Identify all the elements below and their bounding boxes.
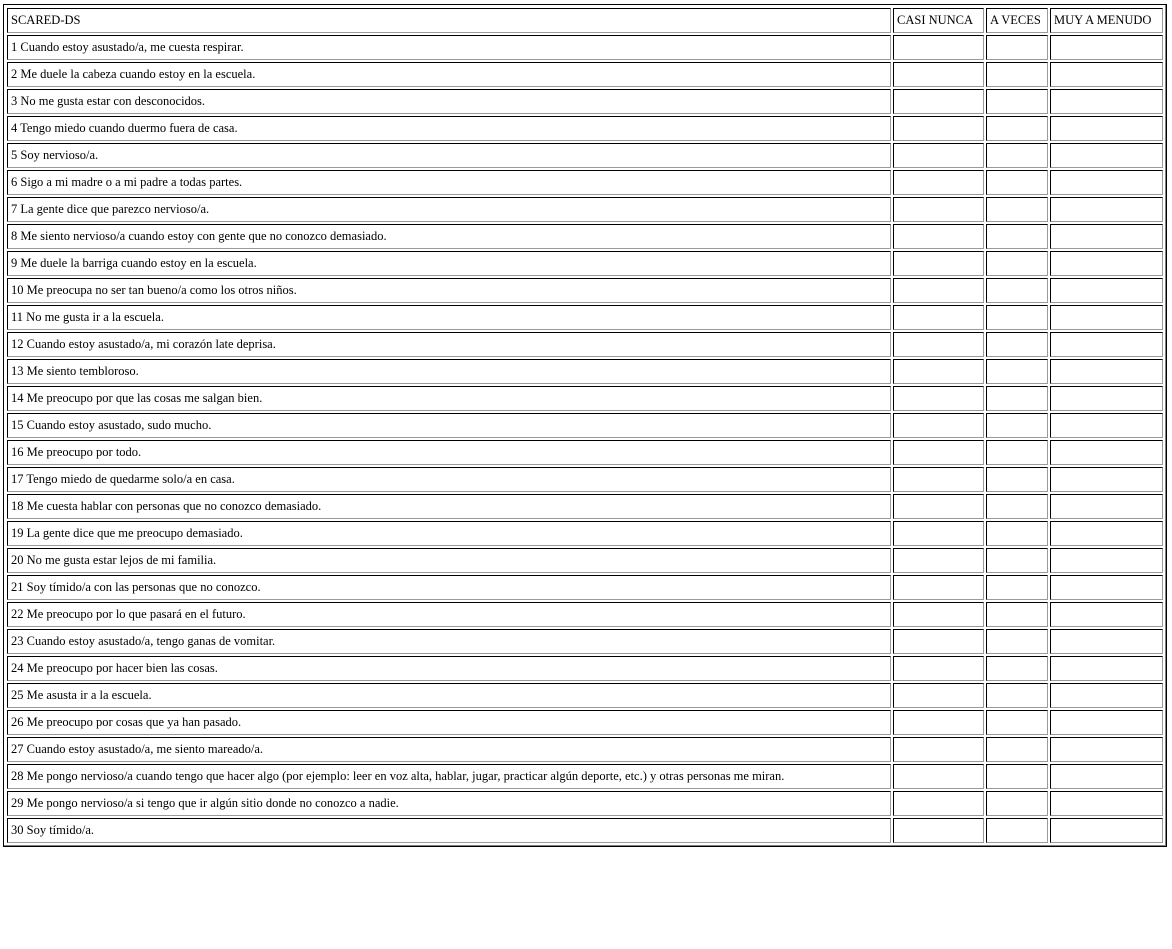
answer-cell-casi-nunca[interactable] [893, 224, 984, 249]
answer-cell-casi-nunca[interactable] [893, 62, 984, 87]
answer-cell-a-veces[interactable] [986, 251, 1048, 276]
table-row [7, 170, 1163, 195]
answer-cell-casi-nunca[interactable] [893, 386, 984, 411]
answer-cell-casi-nunca[interactable] [893, 521, 984, 546]
question-text: 22 Me preocupo por lo que pasará en el futuro. [7, 602, 891, 627]
answer-cell-casi-nunca[interactable] [893, 467, 984, 492]
question-text: 12 Cuando estoy asustado/a, mi corazón late deprisa. [7, 332, 891, 357]
answer-cell-muy-a-menudo[interactable] [1050, 818, 1163, 843]
question-text: 10 Me preocupa no ser tan bueno/a como los otros niños. [7, 278, 891, 303]
answer-cell-a-veces[interactable] [986, 467, 1048, 492]
answer-cell-muy-a-menudo[interactable] [1050, 656, 1163, 681]
answer-cell-a-veces[interactable] [986, 791, 1048, 816]
answer-cell-a-veces[interactable] [986, 602, 1048, 627]
answer-cell-a-veces[interactable] [986, 548, 1048, 573]
question-text: 23 Cuando estoy asustado/a, tengo ganas de vomitar. [7, 629, 891, 654]
table-row [7, 224, 1163, 249]
answer-cell-muy-a-menudo[interactable] [1050, 440, 1163, 465]
answer-cell-a-veces[interactable] [986, 332, 1048, 357]
answer-cell-muy-a-menudo[interactable] [1050, 62, 1163, 87]
question-text: 16 Me preocupo por todo. [7, 440, 891, 465]
answer-cell-casi-nunca[interactable] [893, 818, 984, 843]
table-row [7, 251, 1163, 276]
question-text: 30 Soy tímido/a. [7, 818, 891, 843]
answer-cell-a-veces[interactable] [986, 737, 1048, 762]
answer-cell-casi-nunca[interactable] [893, 494, 984, 519]
table-row [7, 494, 1163, 519]
header-option-muy-a-menudo: MUY A MENUDO [1050, 8, 1163, 33]
question-text: 28 Me pongo nervioso/a cuando tengo que hacer algo (por ejemplo: leer en voz alta, hablar, jugar, practicar algún deporte, etc.) y otras personas me miran. [7, 764, 891, 789]
question-text: 14 Me preocupo por que las cosas me salgan bien. [7, 386, 891, 411]
scared-ds-table [5, 6, 1165, 845]
answer-cell-a-veces[interactable] [986, 764, 1048, 789]
answer-cell-casi-nunca[interactable] [893, 278, 984, 303]
question-text: 3 No me gusta estar con desconocidos. [7, 89, 891, 114]
answer-cell-a-veces[interactable] [986, 62, 1048, 87]
answer-cell-casi-nunca[interactable] [893, 413, 984, 438]
answer-cell-casi-nunca[interactable] [893, 170, 984, 195]
question-text: 26 Me preocupo por cosas que ya han pasado. [7, 710, 891, 735]
answer-cell-casi-nunca[interactable] [893, 764, 984, 789]
table-row [7, 737, 1163, 762]
answer-cell-a-veces[interactable] [986, 116, 1048, 141]
table-row [7, 467, 1163, 492]
answer-cell-a-veces[interactable] [986, 413, 1048, 438]
table-row [7, 521, 1163, 546]
answer-cell-casi-nunca[interactable] [893, 359, 984, 384]
answer-cell-casi-nunca[interactable] [893, 737, 984, 762]
answer-cell-muy-a-menudo[interactable] [1050, 764, 1163, 789]
answer-cell-muy-a-menudo[interactable] [1050, 602, 1163, 627]
answer-cell-a-veces[interactable] [986, 89, 1048, 114]
question-text: 6 Sigo a mi madre o a mi padre a todas partes. [7, 170, 891, 195]
answer-cell-muy-a-menudo[interactable] [1050, 305, 1163, 330]
table-row [7, 683, 1163, 708]
answer-cell-a-veces[interactable] [986, 197, 1048, 222]
answer-cell-a-veces[interactable] [986, 305, 1048, 330]
answer-cell-casi-nunca[interactable] [893, 602, 984, 627]
answer-cell-a-veces[interactable] [986, 386, 1048, 411]
header-row [7, 8, 1163, 33]
table-row [7, 791, 1163, 816]
question-text: 1 Cuando estoy asustado/a, me cuesta respirar. [7, 35, 891, 60]
question-text: 2 Me duele la cabeza cuando estoy en la escuela. [7, 62, 891, 87]
answer-cell-casi-nunca[interactable] [893, 791, 984, 816]
questionnaire-frame [3, 4, 1167, 847]
answer-cell-a-veces[interactable] [986, 629, 1048, 654]
question-text: 24 Me preocupo por hacer bien las cosas. [7, 656, 891, 681]
table-row [7, 602, 1163, 627]
table-row [7, 359, 1163, 384]
answer-cell-casi-nunca[interactable] [893, 710, 984, 735]
answer-cell-a-veces[interactable] [986, 35, 1048, 60]
answer-cell-muy-a-menudo[interactable] [1050, 278, 1163, 303]
answer-cell-casi-nunca[interactable] [893, 332, 984, 357]
answer-cell-muy-a-menudo[interactable] [1050, 548, 1163, 573]
question-text: 20 No me gusta estar lejos de mi familia. [7, 548, 891, 573]
answer-cell-muy-a-menudo[interactable] [1050, 359, 1163, 384]
question-text: 5 Soy nervioso/a. [7, 143, 891, 168]
answer-cell-muy-a-menudo[interactable] [1050, 224, 1163, 249]
answer-cell-casi-nunca[interactable] [893, 548, 984, 573]
table-row [7, 305, 1163, 330]
question-text: 8 Me siento nervioso/a cuando estoy con gente que no conozco demasiado. [7, 224, 891, 249]
question-text: 7 La gente dice que parezco nervioso/a. [7, 197, 891, 222]
answer-cell-a-veces[interactable] [986, 170, 1048, 195]
answer-cell-a-veces[interactable] [986, 683, 1048, 708]
answer-cell-a-veces[interactable] [986, 359, 1048, 384]
answer-cell-muy-a-menudo[interactable] [1050, 116, 1163, 141]
answer-cell-muy-a-menudo[interactable] [1050, 143, 1163, 168]
table-row [7, 629, 1163, 654]
table-row [7, 89, 1163, 114]
question-text: 18 Me cuesta hablar con personas que no conozco demasiado. [7, 494, 891, 519]
answer-cell-a-veces[interactable] [986, 440, 1048, 465]
table-row [7, 548, 1163, 573]
answer-cell-casi-nunca[interactable] [893, 89, 984, 114]
answer-cell-muy-a-menudo[interactable] [1050, 197, 1163, 222]
table-row [7, 62, 1163, 87]
table-row [7, 764, 1163, 789]
answer-cell-casi-nunca[interactable] [893, 575, 984, 600]
question-text: 21 Soy tímido/a con las personas que no conozco. [7, 575, 891, 600]
answer-cell-casi-nunca[interactable] [893, 251, 984, 276]
answer-cell-casi-nunca[interactable] [893, 683, 984, 708]
header-option-casi-nunca: CASI NUNCA [893, 8, 984, 33]
answer-cell-muy-a-menudo[interactable] [1050, 251, 1163, 276]
answer-cell-muy-a-menudo[interactable] [1050, 575, 1163, 600]
answer-cell-muy-a-menudo[interactable] [1050, 170, 1163, 195]
answer-cell-muy-a-menudo[interactable] [1050, 494, 1163, 519]
answer-cell-casi-nunca[interactable] [893, 143, 984, 168]
answer-cell-muy-a-menudo[interactable] [1050, 737, 1163, 762]
question-text: 19 La gente dice que me preocupo demasiado. [7, 521, 891, 546]
answer-cell-a-veces[interactable] [986, 818, 1048, 843]
answer-cell-casi-nunca[interactable] [893, 656, 984, 681]
answer-cell-muy-a-menudo[interactable] [1050, 521, 1163, 546]
answer-cell-casi-nunca[interactable] [893, 440, 984, 465]
table-row [7, 197, 1163, 222]
question-text: 29 Me pongo nervioso/a si tengo que ir algún sitio donde no conozco a nadie. [7, 791, 891, 816]
answer-cell-muy-a-menudo[interactable] [1050, 683, 1163, 708]
question-text: 9 Me duele la barriga cuando estoy en la escuela. [7, 251, 891, 276]
answer-cell-muy-a-menudo[interactable] [1050, 467, 1163, 492]
answer-cell-a-veces[interactable] [986, 224, 1048, 249]
answer-cell-casi-nunca[interactable] [893, 116, 984, 141]
question-text: 4 Tengo miedo cuando duermo fuera de casa. [7, 116, 891, 141]
answer-cell-a-veces[interactable] [986, 710, 1048, 735]
answer-cell-a-veces[interactable] [986, 575, 1048, 600]
table-row [7, 818, 1163, 843]
answer-cell-muy-a-menudo[interactable] [1050, 89, 1163, 114]
answer-cell-muy-a-menudo[interactable] [1050, 413, 1163, 438]
table-title: SCARED-DS [7, 8, 891, 33]
answer-cell-a-veces[interactable] [986, 521, 1048, 546]
table-row [7, 656, 1163, 681]
answer-cell-muy-a-menudo[interactable] [1050, 386, 1163, 411]
table-row [7, 413, 1163, 438]
table-row [7, 440, 1163, 465]
answer-cell-casi-nunca[interactable] [893, 197, 984, 222]
answer-cell-a-veces[interactable] [986, 494, 1048, 519]
table-row [7, 332, 1163, 357]
answer-cell-casi-nunca[interactable] [893, 629, 984, 654]
header-option-a-veces: A VECES [986, 8, 1048, 33]
table-row [7, 278, 1163, 303]
answer-cell-muy-a-menudo[interactable] [1050, 629, 1163, 654]
answer-cell-muy-a-menudo[interactable] [1050, 35, 1163, 60]
answer-cell-muy-a-menudo[interactable] [1050, 332, 1163, 357]
table-row [7, 386, 1163, 411]
table-row [7, 575, 1163, 600]
answer-cell-a-veces[interactable] [986, 143, 1048, 168]
answer-cell-casi-nunca[interactable] [893, 35, 984, 60]
table-row [7, 710, 1163, 735]
question-text: 27 Cuando estoy asustado/a, me siento mareado/a. [7, 737, 891, 762]
table-row [7, 143, 1163, 168]
answer-cell-casi-nunca[interactable] [893, 305, 984, 330]
question-text: 17 Tengo miedo de quedarme solo/a en casa. [7, 467, 891, 492]
table-row [7, 35, 1163, 60]
question-text: 11 No me gusta ir a la escuela. [7, 305, 891, 330]
answer-cell-muy-a-menudo[interactable] [1050, 791, 1163, 816]
table-row [7, 116, 1163, 141]
answer-cell-a-veces[interactable] [986, 278, 1048, 303]
answer-cell-muy-a-menudo[interactable] [1050, 710, 1163, 735]
question-text: 13 Me siento tembloroso. [7, 359, 891, 384]
answer-cell-a-veces[interactable] [986, 656, 1048, 681]
question-text: 15 Cuando estoy asustado, sudo mucho. [7, 413, 891, 438]
question-text: 25 Me asusta ir a la escuela. [7, 683, 891, 708]
